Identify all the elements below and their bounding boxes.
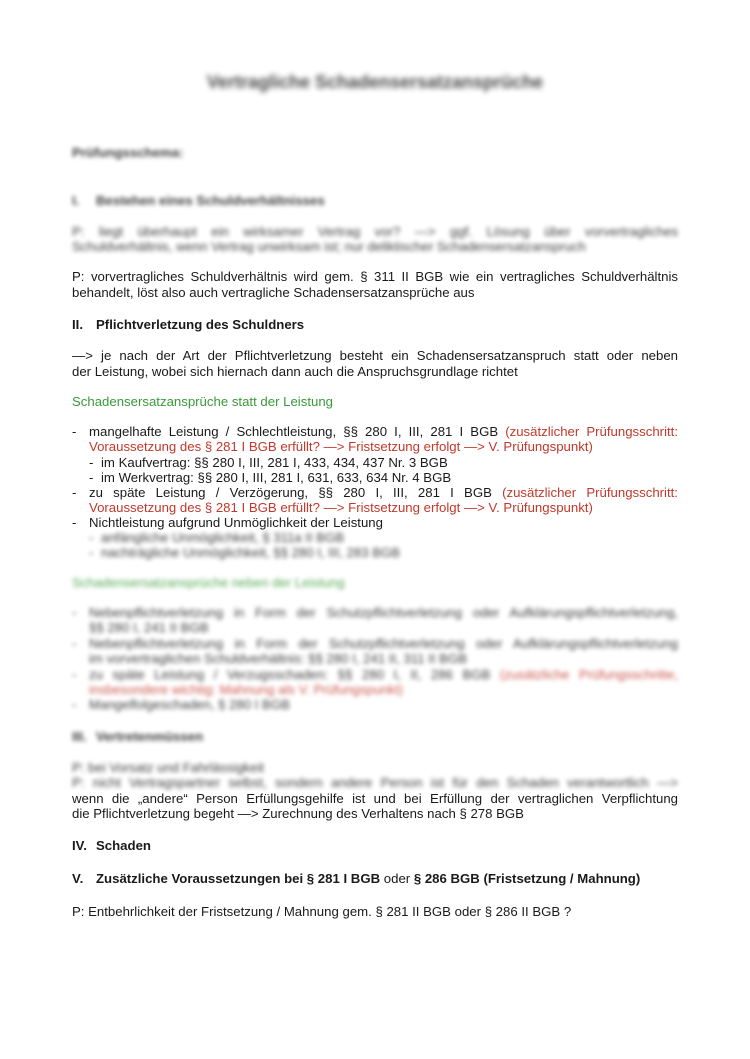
section-number: I. bbox=[72, 193, 80, 208]
section-1-heading bbox=[72, 193, 678, 208]
bullet-dash: - bbox=[72, 636, 77, 651]
bullet-dash: - bbox=[72, 605, 77, 620]
bullet-dash: - bbox=[72, 697, 77, 712]
s1-paragraph-1-line-1: P: liegt überhaupt ein wirksamer Vertrag vor? —> ggf. Lösung über vorvertragliches bbox=[72, 224, 678, 239]
bullet-2-line-1 bbox=[89, 485, 678, 500]
section-title: Vertretenmüssen bbox=[96, 729, 204, 744]
neben-bullet-4: Mangelfolgeschaden, § 280 I BGB bbox=[89, 697, 290, 712]
neben-bullet-3-line-2: insbesondere wichtig: Mahnung als V. Prüfungspunkt) bbox=[89, 682, 404, 697]
bullet-dash: - bbox=[72, 485, 77, 500]
sub-bullet-dash: - bbox=[89, 530, 94, 545]
s1-paragraph-1-line-2: Schuldverhältnis, wenn Vertrag unwirksam ist; nur deliktischer Schadensersatzanspruch bbox=[72, 239, 586, 254]
s3-line-2: P: nicht Vertragspartner selbst, sondern andere Person ist für den Schaden verantwortlich —> bbox=[72, 775, 678, 790]
sub-bullet-dash: - bbox=[89, 470, 94, 485]
scheme-label: Prüfungsschema: bbox=[72, 145, 184, 160]
bullet-note: (zusätzliche Prüfungsschritte, bbox=[499, 667, 678, 682]
section-number: III. bbox=[72, 729, 87, 744]
neben-heading: Schadensersatzansprüche neben der Leistung bbox=[72, 575, 345, 590]
s2-intro-line-2: der Leistung, wobei sich hiernach dann auch die Anspruchsgrundlage richtet bbox=[72, 364, 518, 379]
bullet-1-sub-1: im Kaufvertrag: §§ 280 I, III, 281 I, 433, 434, 437 Nr. 3 BGB bbox=[101, 455, 448, 470]
section-number: II. bbox=[72, 317, 83, 332]
section-title: Schaden bbox=[96, 838, 151, 853]
section-title-connector: oder bbox=[380, 871, 414, 886]
bullet-3: Nichtleistung aufgrund Unmöglichkeit der Leistung bbox=[89, 515, 383, 530]
s1-paragraph-2-line-1: P: vorvertragliches Schuldverhältnis wird gem. § 311 II BGB wie ein vertragliches Schuldverhältnis bbox=[72, 269, 678, 284]
section-3-heading bbox=[72, 729, 678, 744]
s3-line-1: P: bei Vorsatz und Fahrlässigkeit bbox=[72, 760, 265, 775]
bullet-dash: - bbox=[72, 667, 77, 682]
document-title: Vertragliche Schadensersatzansprüche bbox=[206, 72, 544, 92]
s3-line-4: die Pflichtverletzung begeht —> Zurechnung des Verhaltens nach § 278 BGB bbox=[72, 806, 524, 821]
section-title: Pflichtverletzung des Schuldners bbox=[96, 317, 305, 332]
section-title: Bestehen eines Schuldverhältnisses bbox=[96, 193, 325, 208]
bullet-1-sub-2: im Werkvertrag: §§ 280 I, III, 281 I, 631, 633, 634 Nr. 4 BGB bbox=[101, 470, 452, 485]
s5-paragraph: P: Entbehrlichkeit der Fristsetzung / Mahnung gem. § 281 II BGB oder § 286 II BGB ? bbox=[72, 904, 572, 919]
neben-bullet-2-line-1: Nebenpflichtverletzung in Form der Schutzpflichtverletzung oder Aufklärungspflichtverletzung bbox=[89, 636, 678, 651]
neben-bullet-1-line-1: Nebenpflichtverletzung in Form der Schutzpflichtverletzung oder Aufklärungspflichtverletzung, bbox=[89, 605, 678, 620]
section-title-part-1: Zusätzliche Voraussetzungen bei § 281 I BGB bbox=[96, 871, 381, 886]
neben-bullet-2-line-2: im vorvertraglichen Schuldverhältnis: §§ 280 I, 241 II, 311 II BGB bbox=[89, 651, 467, 666]
section-2-heading bbox=[72, 317, 678, 332]
section-5-heading bbox=[72, 871, 678, 886]
s1-paragraph-2-line-2: behandelt, löst also auch vertragliche Schadensersatzansprüche aus bbox=[72, 285, 475, 300]
bullet-2-line-2: Voraussetzung des § 281 I BGB erfüllt? —> Fristsetzung erfolgt —> V. Prüfungspunkt) bbox=[89, 500, 593, 515]
section-number: IV. bbox=[72, 838, 87, 853]
sub-bullet-dash: - bbox=[89, 545, 94, 560]
neben-bullet-1-line-2: §§ 280 I, 241 II BGB bbox=[89, 620, 209, 635]
bullet-1-line-1 bbox=[89, 424, 678, 439]
s3-line-3: wenn die „andere“ Person Erfüllungsgehilfe ist und bei Erfüllung der vertraglichen Verpflichtung bbox=[72, 791, 678, 806]
bullet-note: (zusätzlicher Prüfungsschritt: bbox=[502, 485, 678, 500]
bullet-dash: - bbox=[72, 424, 77, 439]
bullet-dash: - bbox=[72, 515, 77, 530]
bullet-text: zu späte Leistung / Verzögerung, §§ 280 I, III, 281 I BGB bbox=[89, 485, 503, 500]
section-4-heading bbox=[72, 838, 678, 853]
bullet-text: zu späte Leistung / Verzugsschaden: §§ 280 I, II, 286 BGB bbox=[89, 667, 500, 682]
section-title-part-2: § 286 BGB (Fristsetzung / Mahnung) bbox=[413, 871, 641, 886]
bullet-3-sub-1: anfängliche Unmöglichkeit, § 311a II BGB bbox=[101, 530, 345, 545]
bullet-note: (zusätzlicher Prüfungsschritt: bbox=[505, 424, 678, 439]
bullet-1-line-2: Voraussetzung des § 281 I BGB erfüllt? —> Fristsetzung erfolgt —> V. Prüfungspunkt) bbox=[89, 439, 593, 454]
neben-bullet-3-line-1 bbox=[89, 667, 678, 682]
bullet-text: mangelhafte Leistung / Schlechtleistung, §§ 280 I, III, 281 I BGB bbox=[89, 424, 506, 439]
s2-intro-line-1: —> je nach der Art der Pflichtverletzung besteht ein Schadensersatzanspruch statt oder neben bbox=[72, 348, 678, 363]
section-number: V. bbox=[72, 871, 84, 886]
statt-heading: Schadensersatzansprüche statt der Leistung bbox=[72, 394, 333, 409]
sub-bullet-dash: - bbox=[89, 455, 94, 470]
bullet-3-sub-2: nachträgliche Unmöglichkeit, §§ 280 I, III, 283 BGB bbox=[101, 545, 401, 560]
